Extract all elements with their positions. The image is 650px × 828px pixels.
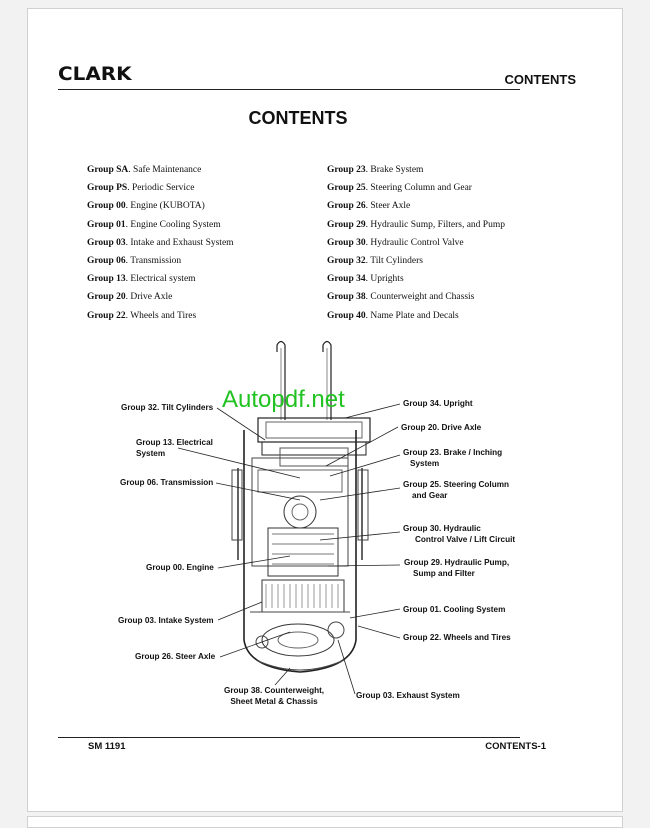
page-title: CONTENTS	[248, 108, 348, 128]
callout-intake-system: Group 03. Intake System	[118, 616, 214, 625]
toc-item[interactable]: Group PS. Periodic Service	[87, 183, 195, 194]
callout-steering-column: Group 25. Steering Column and Gear	[403, 480, 509, 500]
toc-item[interactable]: Group 30. Hydraulic Control Valve	[327, 237, 464, 248]
callout-steer-axle: Group 26. Steer Axle	[135, 652, 216, 661]
toc-item[interactable]: Group 38. Counterweight and Chassis	[327, 292, 475, 303]
callout-electrical: Group 13. Electrical System	[136, 438, 213, 458]
toc-item[interactable]: Group SA. Safe Maintenance	[87, 165, 202, 175]
toc-item[interactable]: Group 00. Engine (KUBOTA)	[87, 201, 205, 212]
toc-item[interactable]: Group 01. Engine Cooling System	[87, 219, 221, 230]
callout-hydraulic-pump: Group 29. Hydraulic Pump, Sump and Filter	[404, 558, 510, 578]
callout-exhaust-system: Group 03. Exhaust System	[356, 691, 460, 700]
callout-cooling-system: Group 01. Cooling System	[403, 605, 506, 614]
toc-item[interactable]: Group 40. Name Plate and Decals	[327, 310, 459, 321]
toc-item[interactable]: Group 22. Wheels and Tires	[87, 310, 197, 321]
toc-item[interactable]: Group 26. Steer Axle	[327, 201, 411, 212]
callout-control-valve: Group 30. Hydraulic Control Valve / Lift Circuit	[403, 524, 516, 544]
callout-counterweight: Group 38. Counterweight, Sheet Metal & Chassis	[224, 686, 325, 706]
toc-item[interactable]: Group 06. Transmission	[87, 256, 182, 267]
toc-item[interactable]: Group 13. Electrical system	[87, 274, 196, 285]
callout-drive-axle: Group 20. Drive Axle	[401, 423, 482, 432]
callout-transmission: Group 06. Transmission	[120, 478, 214, 487]
footer-rule	[58, 737, 520, 738]
toc-item[interactable]: Group 20. Drive Axle	[87, 292, 173, 303]
toc-item[interactable]: Group 29. Hydraulic Sump, Filters, and Pump	[327, 219, 505, 230]
toc-item[interactable]: Group 23. Brake System	[327, 165, 424, 175]
footer-page-number: CONTENTS-1	[485, 741, 546, 752]
watermark-text: Autopdf.net	[222, 386, 345, 413]
toc-item[interactable]: Group 32. Tilt Cylinders	[327, 256, 423, 267]
clark-logo: CLARK	[58, 63, 132, 85]
toc-item[interactable]: Group 34. Uprights	[327, 274, 404, 285]
callout-tilt-cylinders: Group 32. Tilt Cylinders	[121, 403, 214, 412]
callout-upright: Group 34. Upright	[403, 399, 473, 408]
header-section-title: CONTENTS	[504, 72, 576, 87]
toc-item[interactable]: Group 25. Steering Column and Gear	[327, 183, 472, 194]
callout-wheels-tires: Group 22. Wheels and Tires	[403, 633, 511, 642]
toc-item[interactable]: Group 03. Intake and Exhaust System	[87, 237, 234, 248]
callout-brake: Group 23. Brake / Inching System	[403, 448, 503, 468]
footer-manual-number: SM 1191	[88, 741, 126, 752]
callout-engine: Group 00. Engine	[146, 563, 214, 572]
